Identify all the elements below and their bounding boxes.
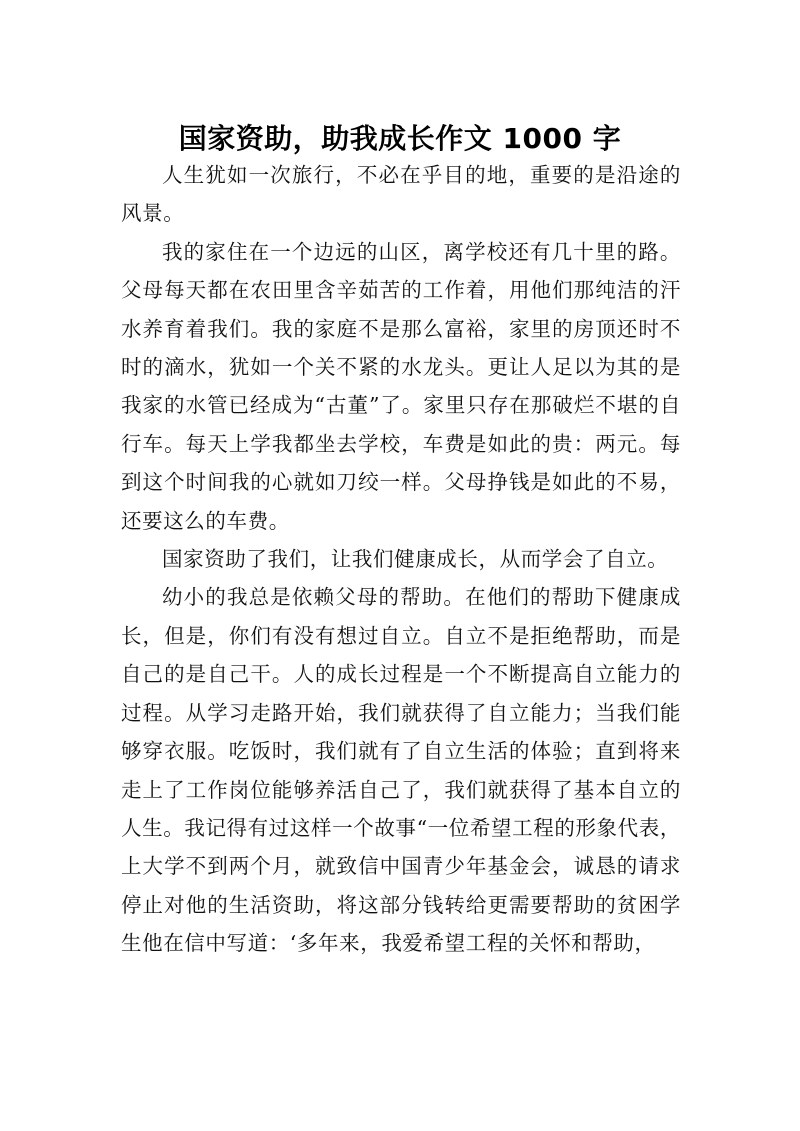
paragraph-3: 国家资助了我们，让我们健康成长，从而学会了自立。 (162, 547, 669, 572)
paragraph-1: 人生犹如一次旅行，不必在乎目的地，重要的是沿途的风景。 (121, 163, 681, 226)
page-title: 国家资助，助我成长作文 1000 字 (178, 121, 622, 155)
essay-body (121, 156, 681, 963)
paragraph-4: 幼小的我总是依赖父母的帮助。在他们的帮助下健康成长，但是，你们有没有想过自立。自立不是拒绝帮助，而是自己的是自己干。人的成长过程是一个不断提高自立能力的过程。从学习走路开始，我们就获得了自立能力；当我们能够穿衣服。吃饭时，我们就有了自立生活的体验；直到将来走上了工作岗位能够养活自己了，我们就获得了基本自立的人生。我记得有过这样一个故事“一位希望工程的形象代表，上大学不到两个月，就致信中国青少年基金会，诚恳的请求停止对他的生活资助，将这部分钱转给更需要帮助的贫困学生他在信中写道：‘多年来，我爱希望工程的关怀和帮助， (121, 585, 681, 956)
paragraph-2: 我的家住在一个边远的山区，离学校还有几十里的路。父母每天都在农田里含辛茹苦的工作着，用他们那纯洁的汗水养育着我们。我的家庭不是那么富裕，家里的房顶还时不时的滴水，犹如一个关不紧的水龙头。更让人足以为其的是我家的水管已经成为“古董”了。家里只存在那破烂不堪的自行车。每天上学我都坐去学校，车费是如此的贵：两元。每到这个时间我的心就如刀绞一样。父母挣钱是如此的不易，还要这么的车费。 (121, 239, 681, 533)
